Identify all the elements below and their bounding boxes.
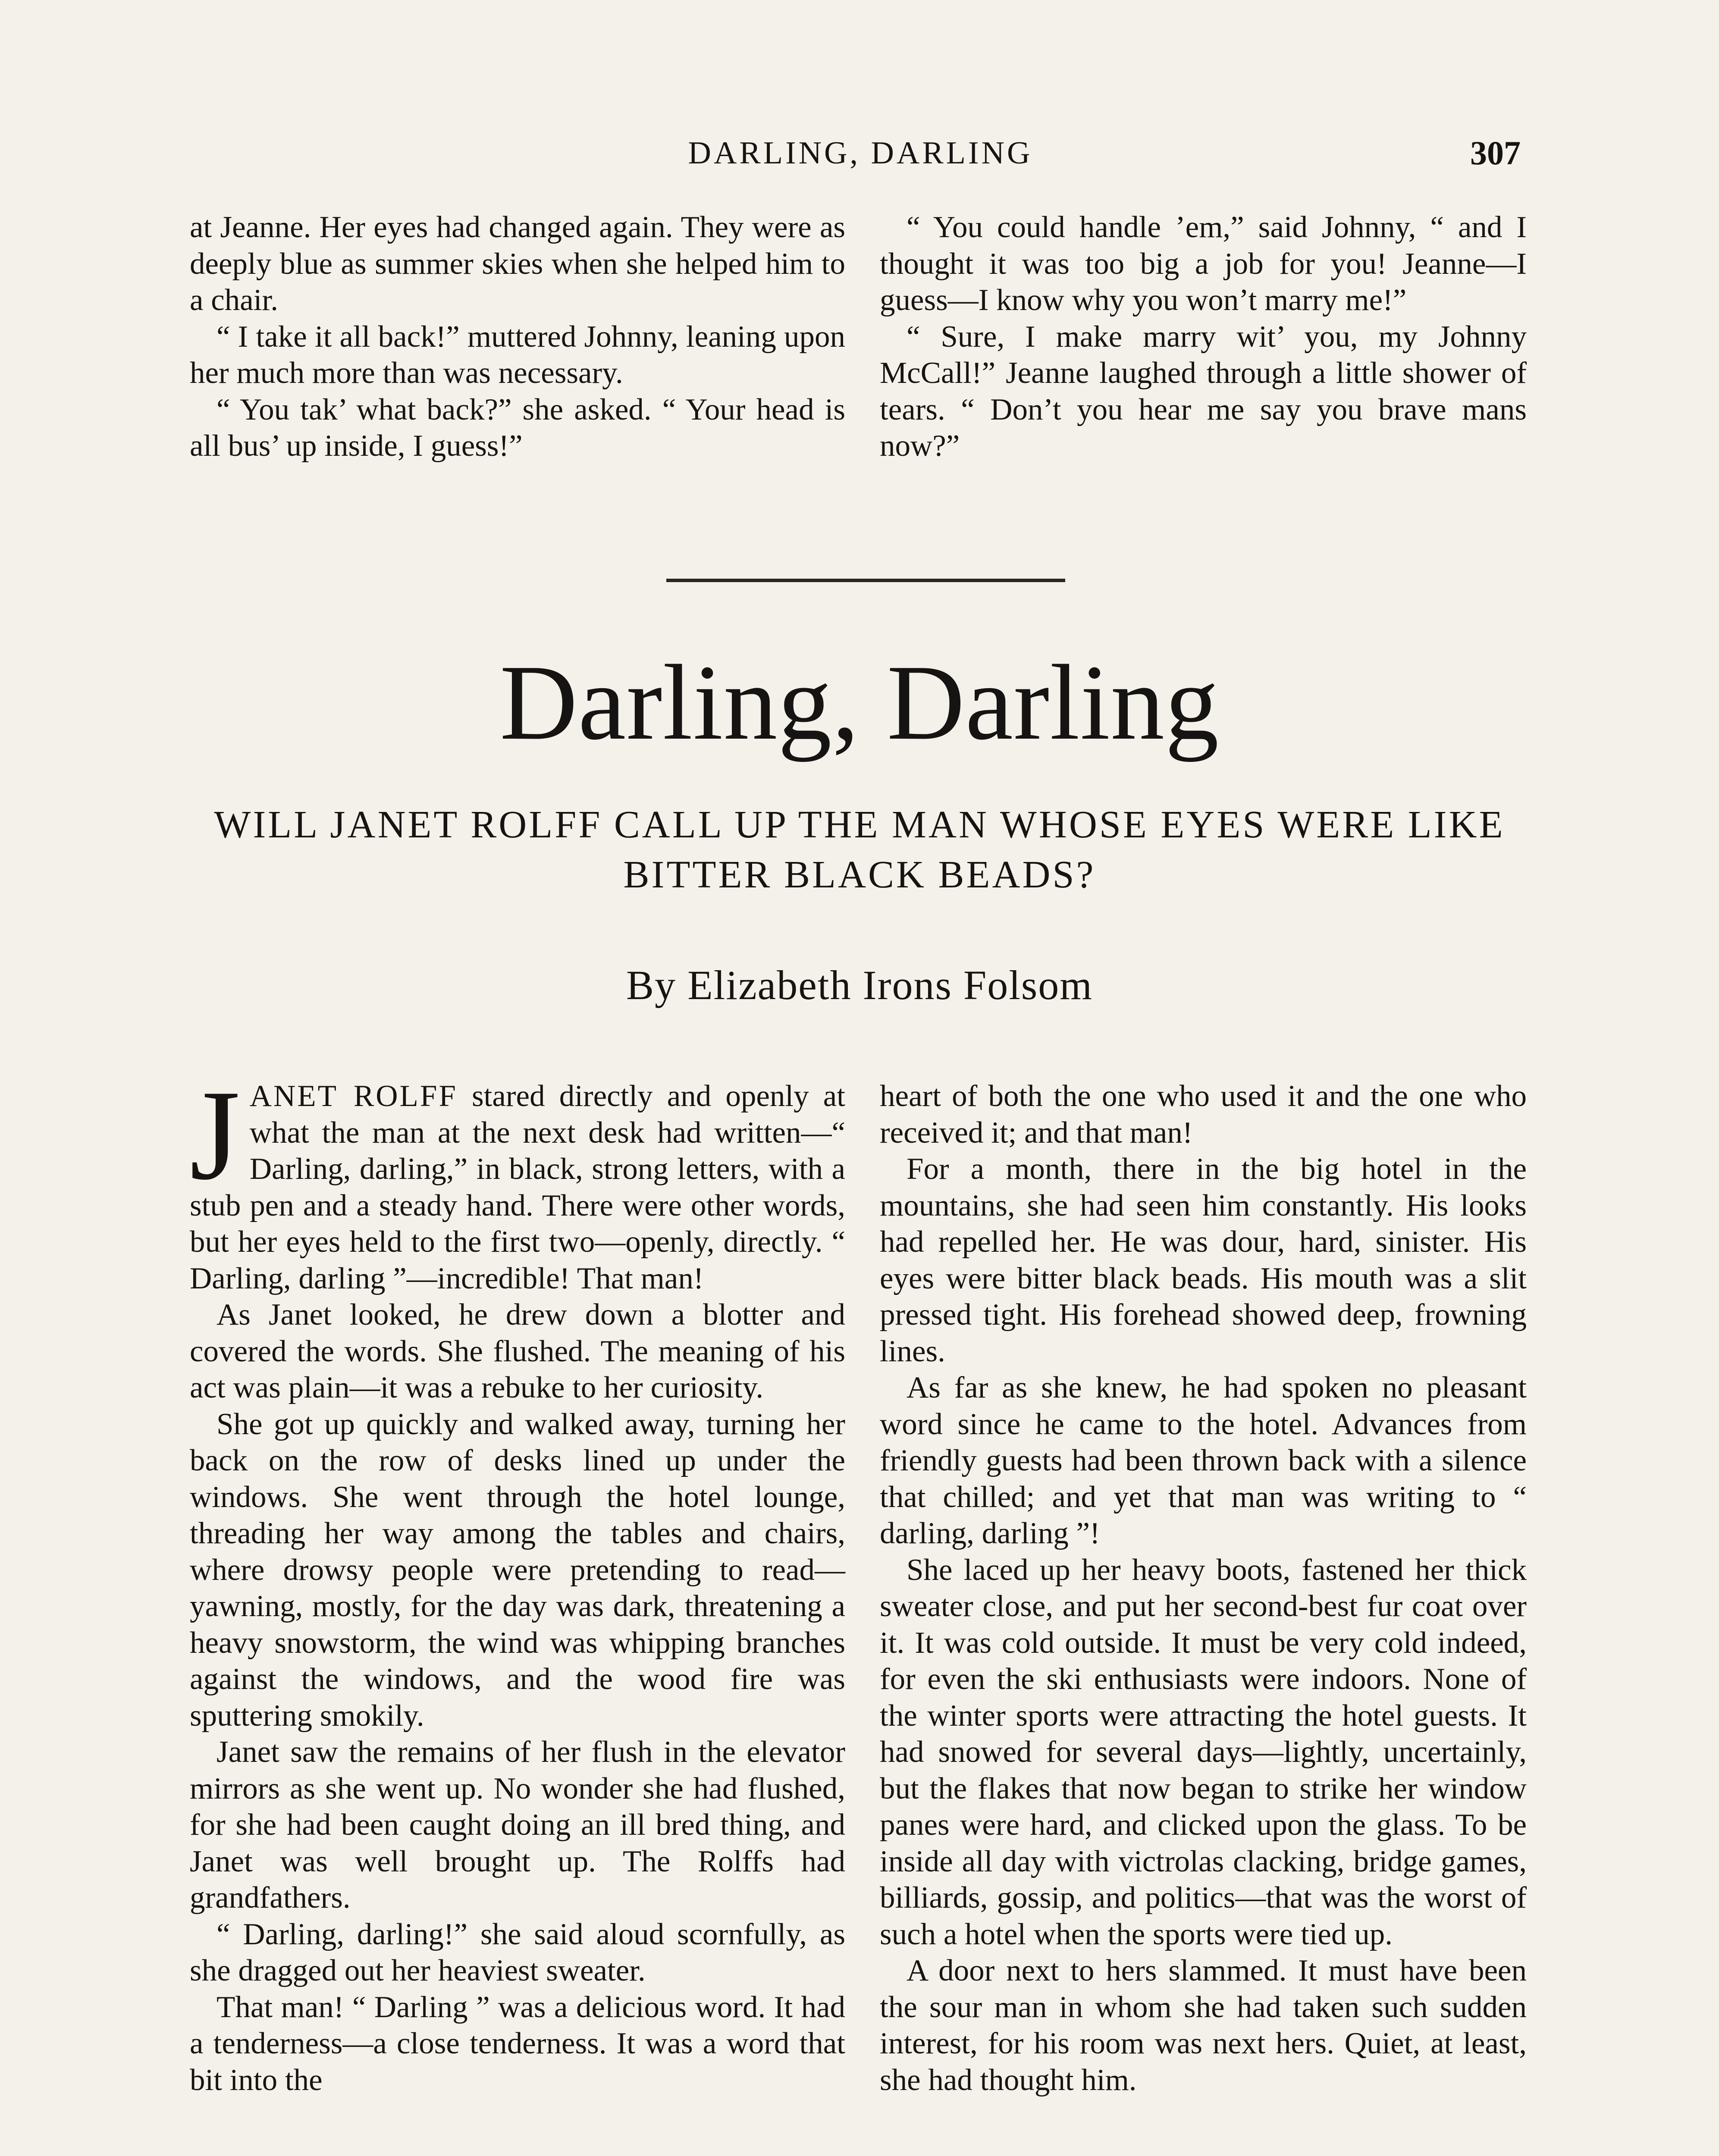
paragraph: She laced up her heavy boots, fastened her thick sweater close, and put her second-best fur coat over it. It was cold outside. It must be very cold indeed, for even the ski enthusiasts were indoors. None of the winter sports were attracting the hotel guests. It had snowed for several days—lightly, uncertainly, but the flakes that now began to strike her window panes were hard, and clicked upon the glass. To be inside all day with victrolas clacking, bridge games, billiards, gossip, and politics—that was the worst of such a hotel when the sports were tied up. bbox=[880, 1553, 1527, 1951]
section-divider bbox=[666, 579, 1065, 582]
opening-words: ANET ROLFF bbox=[249, 1079, 458, 1113]
paragraph: That man! “ Darling ” was a delicious word. It had a tenderness—a close tenderness. It was a word that bit into the bbox=[190, 1990, 845, 2097]
opening-text: stared directly and openly at what the man at the next desk had written—“ Darling, darling,” in black, strong letters, with a stub pen and a steady hand. There were other words, but her eyes held to the first two—openly, directly. “ Darling, darling ”—incredible! That man! bbox=[190, 1079, 845, 1295]
paragraph: For a month, there in the big hotel in the mountains, she had seen him constantly. His looks had repelled her. He was dour, hard, sinister. His eyes were bitter black beads. His mouth was a slit pressed tight. His forehead showed deep, frowning lines. bbox=[880, 1152, 1527, 1368]
paragraph: As Janet looked, he drew down a blotter and covered the words. She flushed. The meaning of his act was plain—it was a rebuke to her curiosity. bbox=[190, 1298, 845, 1404]
paragraph: She got up quickly and walked away, turning her back on the row of desks lined up under the windows. She went through the hotel lounge, threading her way among the tables and chairs, where drowsy people were pretending to read—yawning, mostly, for the day was dark, threatening a heavy snowstorm, the wind was whipping branches against the windows, and the wood fire was sputtering smokily. bbox=[190, 1407, 845, 1733]
paragraph: Janet saw the remains of her flush in the elevator mirrors as she went up. No wonder she had flushed, for she had been caught doing an ill bred thing, and Janet was well brought up. The Rolffs had grandfathers. bbox=[190, 1735, 845, 1915]
paragraph: “ You could handle ’em,” said Johnny, “ and I thought it was too big a job for you! Jeanne—I guess—I know why you won’t marry me!” bbox=[880, 210, 1527, 317]
page-number: 307 bbox=[1470, 134, 1521, 172]
paragraph: As far as she knew, he had spoken no pleasant word since he came to the hotel. Advances from friendly guests had been thrown back with a silence that chilled; and yet that man was writing to “ darling, darling ”! bbox=[880, 1371, 1527, 1550]
story-right-column bbox=[880, 1078, 1527, 2098]
story-title: Darling, Darling bbox=[499, 643, 1220, 762]
story-left-column bbox=[190, 1063, 845, 2098]
running-title: DARLING, DARLING bbox=[688, 135, 1033, 171]
paragraph: “ I take it all back!” muttered Johnny, leaning upon her much more than was necessary. bbox=[190, 320, 845, 390]
opening-paragraph bbox=[190, 1063, 845, 1297]
paragraph-continuation: heart of both the one who used it and the one who received it; and that man! bbox=[880, 1079, 1527, 1150]
story-deck: WILL JANET ROLFF CALL UP THE MAN WHOSE EYES WERE LIKE BITTER BLACK BEADS? bbox=[214, 803, 1505, 896]
drop-cap: J bbox=[190, 1063, 240, 1206]
paragraph: A door next to hers slammed. It must have been the sour man in whom she had taken such sudden interest, for his room was next hers. Quiet, at least, she had thought him. bbox=[880, 1954, 1527, 2097]
previous-story-right-column bbox=[880, 209, 1527, 464]
running-head bbox=[0, 129, 1719, 177]
paragraph: at Jeanne. Her eyes had changed again. They were as deeply blue as summer skies when she helped him to a chair. bbox=[190, 210, 845, 317]
paragraph: “ Darling, darling!” she said aloud scornfully, as she dragged out her heaviest sweater. bbox=[190, 1917, 845, 1987]
byline: By Elizabeth Irons Folsom bbox=[626, 962, 1093, 1008]
paragraph: “ You tak’ what back?” she asked. “ Your head is all bus’ up inside, I guess!” bbox=[190, 392, 845, 463]
previous-story-left-column bbox=[190, 209, 845, 464]
paragraph: “ Sure, I make marry wit’ you, my Johnny McCall!” Jeanne laughed through a little shower of tears. “ Don’t you hear me say you brave mans now?” bbox=[880, 320, 1527, 463]
